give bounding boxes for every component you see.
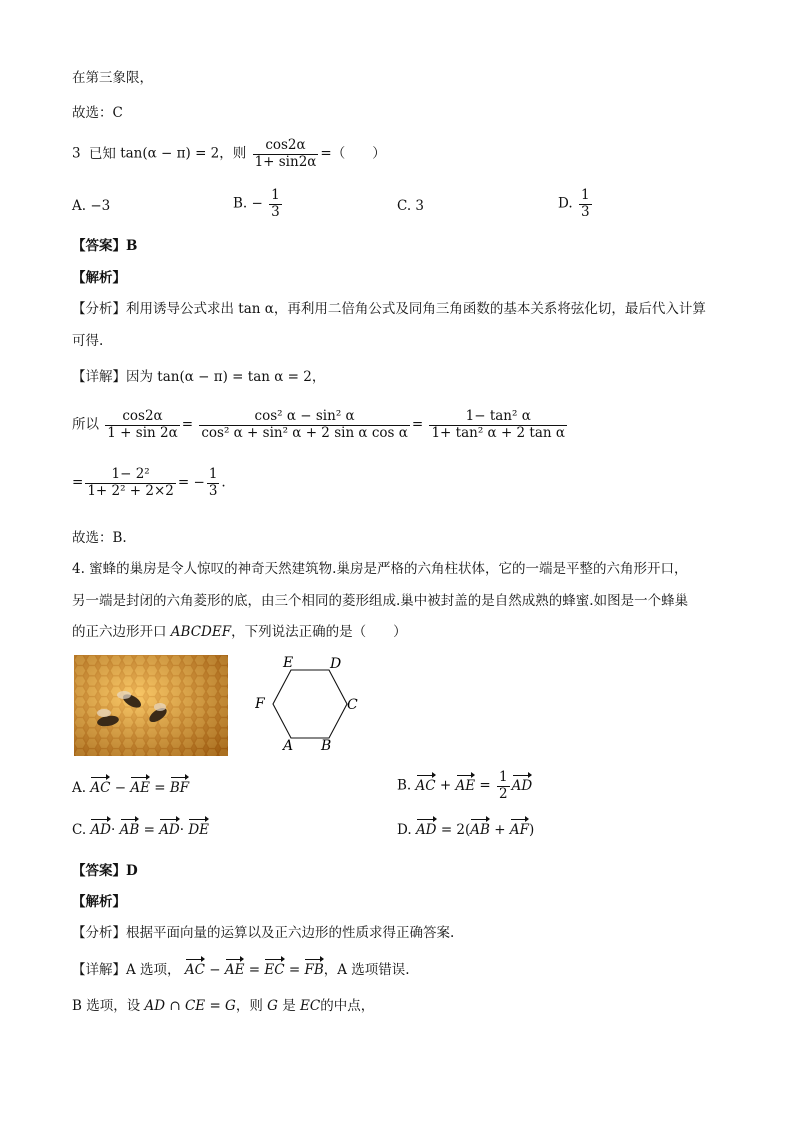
honeycomb-photo (74, 655, 228, 756)
vertex-c: C (347, 697, 358, 713)
math-expression: tan(α − π) = 2 (120, 145, 220, 162)
vector: BF (169, 780, 190, 796)
option-label: D. (558, 195, 573, 212)
option-d (558, 188, 594, 220)
analysis-label: 【解析】 (72, 894, 126, 910)
vertex-d: D (330, 656, 342, 672)
text: B 选项，设 (72, 998, 141, 1014)
fraction (253, 138, 319, 170)
math-text: = 2( (440, 822, 471, 838)
vertex-e: E (283, 655, 294, 671)
vertex-a: A (283, 738, 294, 754)
option-c: C. 3 (397, 198, 425, 214)
option-b (233, 188, 284, 220)
detail-label: 【详解】A 选项， (72, 962, 181, 978)
fraction (199, 409, 410, 441)
math-var: G (267, 998, 278, 1014)
denominator: 2 (499, 785, 508, 802)
numerator: cos2α (253, 138, 319, 155)
text: 是 (282, 998, 296, 1014)
option-d: D. AD = 2(AB + AF) (397, 822, 535, 838)
option-label: C. (72, 822, 87, 838)
detail-label: 【详解】因为 (72, 369, 153, 385)
denominator: 3 (580, 203, 590, 220)
denominator: 1 + sin 2α (107, 424, 178, 441)
text: 的正六边形开口 (72, 624, 167, 640)
answer-label: 【答案】B (72, 238, 138, 254)
vertex-b: B (321, 738, 332, 754)
analysis-text: 可得. (72, 333, 104, 349)
fraction (85, 467, 176, 499)
vector: AE (130, 780, 150, 796)
denominator: 3 (208, 482, 218, 499)
derivation-line: 所以 $\frac{\cos 2\alpha}{1 + \sin 2\alpha}$ = $\frac{\text{cos² α − sin² α}}{\text{cos² α + sin² α + 2 sin α cos α}}$ = $\frac{\text{1− tan² α}}{\text{1+ tan² α + 2 tan α}}$ (72, 408, 565, 441)
vector: FB (304, 962, 324, 978)
hexagon-shape (273, 670, 347, 738)
option-c: C. AD· AB = AD· DE (72, 822, 210, 838)
numerator: 1− 2² (85, 467, 176, 484)
vector: DE (188, 822, 210, 838)
vector: AB (470, 822, 490, 838)
vector: AC (184, 962, 205, 978)
detail-line: 【详解】A 选项， AC − AE = EC = FB，A 选项错误. (72, 962, 410, 978)
text: 所以 (72, 416, 99, 433)
question-4-line (72, 620, 407, 640)
question-number: 3 (72, 145, 81, 162)
vector: AE (224, 962, 245, 978)
option-label: B. − (233, 195, 263, 212)
fraction (497, 770, 510, 802)
vector: AD (159, 822, 180, 838)
fraction (429, 409, 567, 441)
numerator: 1 (580, 187, 590, 203)
text: ，则 (235, 998, 263, 1014)
choose-line: 故选：B. (72, 530, 127, 546)
text-line: 故选：C (72, 105, 123, 121)
question-4-line: 另一端是封闭的六角菱形的底，由三个相同的菱形组成.巢中被封盖的是自然成熟的蜂蜜.如图是一个蜂巢 (72, 593, 689, 609)
option-b: B. AC + AE = $\frac{1}{2}$ AD (397, 769, 533, 802)
text-line: 在第三象限， (72, 70, 153, 86)
fraction (105, 409, 179, 441)
numerator: cos2α (105, 409, 179, 426)
numerator: cos² α − sin² α (199, 409, 410, 426)
denominator: cos² α + sin² α + 2 sin α cos α (201, 424, 408, 441)
fraction (207, 467, 220, 499)
math-expression: tan(α − π) = tan α = 2， (157, 369, 326, 385)
text: ，A 选项错误. (323, 962, 410, 978)
math-var: EC (300, 998, 321, 1014)
vector: AE (455, 777, 476, 794)
option-a: A. AC − AE = BF (72, 780, 190, 796)
math-text: ) (528, 822, 535, 838)
derivation-line: = $\frac{\text{1− 2²}}{\text{1+ 2² + 2×2}}$ = − $\frac{1}{3}$ . (72, 466, 226, 499)
vertex-f: F (255, 696, 265, 712)
vector: AF (509, 822, 529, 838)
question-text: ，则 (219, 145, 247, 162)
analysis-text: 【分析】利用诱导公式求出 tan α，再利用二倍角公式及同角三角函数的基本关系将弦化切，最后代入计算 (72, 301, 706, 317)
vector: AD (511, 777, 533, 794)
vector: AD (415, 822, 437, 838)
question-text: 已知 (88, 145, 116, 162)
text: 的中点， (320, 998, 375, 1014)
vector: AB (119, 822, 140, 838)
question-4-line: 4. 蜜蜂的巢房是令人惊叹的神奇天然建筑物.巢房是严格的六角柱状体，它的一端是平整的六角形开口， (72, 561, 688, 577)
vector: AC (90, 780, 111, 796)
detail-line (72, 994, 374, 1014)
option-label: B. (397, 777, 412, 794)
option-label: A. (72, 780, 87, 796)
answer-label: 【答案】D (72, 863, 138, 879)
denominator: 1+ 2² + 2×2 (87, 482, 174, 499)
numerator: 1 (208, 466, 218, 482)
analysis-label: 【解析】 (72, 270, 126, 286)
question-3 (72, 138, 386, 170)
vector: EC (264, 962, 285, 978)
fraction (579, 188, 592, 220)
math-expression: AD ∩ CE = G (144, 998, 236, 1014)
option-label: D. (397, 822, 412, 838)
text: ，下列说法正确的是（ ） (231, 624, 407, 640)
math-var: ABCDEF (170, 624, 232, 640)
denominator: 1+ tan² α + 2 tan α (431, 424, 565, 441)
denominator: 1+ sin2α (254, 153, 317, 170)
numerator: 1 (499, 769, 508, 785)
denominator: 3 (271, 203, 280, 220)
analysis-text: 【分析】根据平面向量的运算以及正六边形的性质求得正确答案. (72, 925, 455, 941)
detail-line (72, 365, 325, 385)
fraction (269, 188, 282, 220)
option-a: A. −3 (72, 198, 111, 214)
vector: AC (415, 777, 436, 794)
question-text: =（ ） (320, 145, 386, 162)
hexagon-diagram (255, 654, 365, 754)
numerator: 1− tan² α (429, 409, 567, 426)
vector: AD (90, 822, 112, 838)
numerator: 1 (271, 187, 280, 203)
